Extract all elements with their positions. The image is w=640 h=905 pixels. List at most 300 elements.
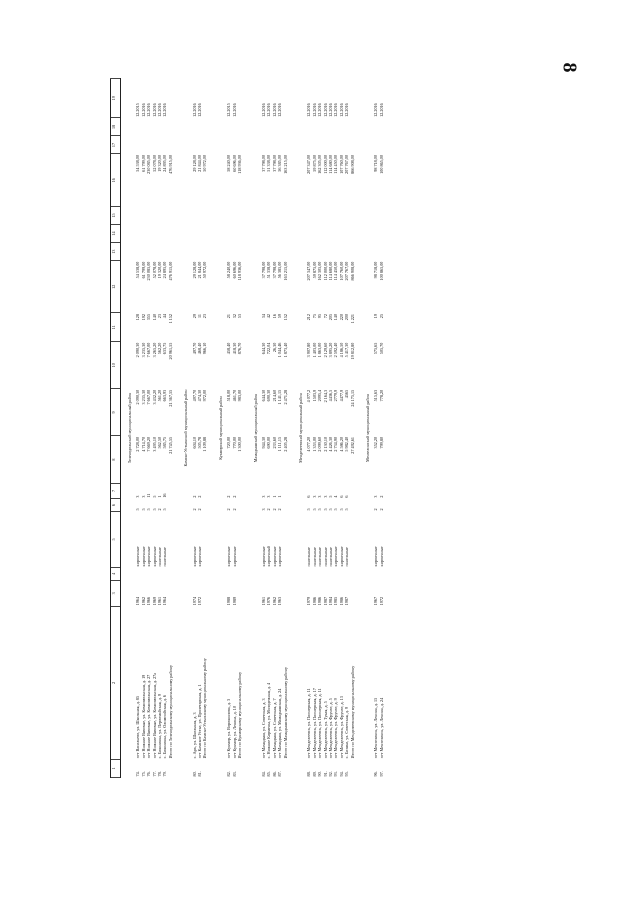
table-cell: 12.2016 [378, 103, 384, 117]
table-cell: 4 186,50 [338, 342, 344, 358]
table-cell: 2 [191, 508, 197, 511]
column-header-18: 18 [111, 118, 121, 136]
table-cell: 5 [151, 508, 157, 511]
table-cell: 12.2016 [344, 103, 350, 117]
table-cell: с. Бизяки, ул. Советская, д. 9 [344, 707, 350, 759]
section-total-row [237, 79, 246, 778]
table-cell: 2 [378, 508, 384, 511]
table-cell: 3 [135, 495, 141, 498]
table-cell: 983,00 [237, 389, 243, 402]
table-cell: 1974 [191, 596, 197, 606]
table-cell: 561,20 [157, 389, 163, 402]
table-cell [168, 567, 177, 580]
table-cell [168, 580, 177, 606]
table-cell: 2 [226, 508, 232, 511]
table-cell: 778,20 [378, 389, 384, 402]
table-cell: 604,10 [191, 436, 197, 449]
table-cell: 207 767,00 [344, 155, 350, 174]
table-cell: 92. [327, 771, 333, 777]
table-cell [350, 567, 359, 580]
table-cell [202, 567, 211, 580]
table-cell: 505,78 [197, 436, 203, 449]
table-cell [283, 79, 292, 118]
table-cell: 1987 [322, 596, 328, 606]
table-cell: 29 128,00 [191, 261, 197, 279]
table-cell: 12.2016 [317, 103, 323, 117]
table-cell: 97. [378, 771, 384, 777]
table-cell: 866 908,00 [349, 261, 355, 281]
table-cell: 876,70 [237, 342, 243, 355]
table-cell: кирпичные [151, 546, 157, 567]
table-cell: 2 592,40 [333, 342, 339, 358]
table-cell: панельные [162, 547, 168, 567]
table-cell: с. Бишнинка, ул. Олимпийская, д. 6 [162, 694, 168, 759]
table-cell: 458,40 [226, 342, 232, 355]
table-cell: 163 215,00 [282, 155, 288, 174]
table-cell: 19 320,00 [157, 261, 163, 279]
column-header-5: 5 [111, 511, 121, 567]
table-cell [350, 483, 359, 499]
table-cell [283, 567, 292, 580]
table-cell: кирпичные [271, 546, 277, 567]
table-cell: 54 538,00 [135, 261, 141, 279]
table-cell: 690,00 [266, 436, 272, 449]
table-cell: 12.2016 [197, 103, 203, 117]
table-cell [350, 79, 359, 118]
table-cell: 59 875,00 [311, 261, 317, 279]
table-cell: кирпичные [260, 546, 266, 567]
table-cell: 6 [306, 495, 312, 498]
table-cell [379, 206, 384, 224]
table-cell: 3 [140, 495, 146, 498]
table-cell: 2 [378, 495, 384, 498]
table-cell: 1961 [260, 596, 266, 606]
table-cell: 59 875,00 [311, 155, 317, 172]
table-cell [350, 118, 359, 136]
table-cell: 1963 [277, 596, 283, 606]
table-cell [237, 206, 246, 224]
table-cell: 720,00 [226, 436, 232, 449]
table-cell: 12.2015 [226, 103, 232, 117]
table-cell: 1964 [135, 596, 141, 606]
table-cell: 1503,9 [311, 389, 317, 402]
table-cell: 5 [162, 508, 168, 511]
table-cell: 114 450,00 [333, 155, 339, 174]
table-cell: 1989 [231, 596, 237, 606]
table-cell [202, 79, 211, 118]
table-cell: панельные [322, 547, 328, 567]
table-cell [168, 224, 177, 242]
table-cell [202, 224, 211, 242]
table-cell [168, 243, 177, 261]
table-cell: 3 [266, 495, 272, 498]
table-cell [379, 118, 384, 136]
table-cell: кирпичные [277, 546, 283, 567]
table-cell: 114 680,00 [327, 261, 333, 281]
table-cell: 21 367,55 [167, 389, 173, 407]
table-cell: 2 [191, 495, 197, 498]
table-cell: 497,70 [191, 389, 197, 402]
table-cell: пгт Мамадыш, ул. Мамадышская, д. 24 [277, 688, 283, 759]
table-cell: 32 [231, 314, 237, 319]
rotated-table-container [110, 78, 510, 778]
table-cell: панельные [306, 547, 312, 567]
table-cell: 1 863,00 [317, 342, 323, 358]
table-cell: 12.2016 [333, 103, 339, 117]
table-cell: кирпичные [373, 546, 379, 567]
table-cell [283, 243, 292, 261]
table-cell: Итого по Зеленодольскому муниципальному району [167, 665, 173, 759]
table-cell: 4565 [344, 389, 350, 399]
table-cell [168, 499, 177, 512]
section-total-row [350, 79, 359, 778]
table-cell: 3 [260, 508, 266, 511]
table-cell: 162 305,00 [317, 155, 323, 174]
table-cell: 3 895,20 [327, 342, 333, 358]
table-cell [350, 224, 359, 242]
table-cell: Итого по Кукморскому муниципальному району [237, 671, 243, 759]
table-cell: 3 907,80 [306, 342, 312, 358]
table-cell: пгт Менделеевск, ул. Пионерская, д. 11 [317, 688, 323, 759]
table-cell: 107 760,00 [338, 261, 344, 281]
table-cell: 1964 [162, 596, 168, 606]
table-cell: 474,30 [197, 389, 203, 402]
table-cell [202, 118, 211, 136]
table-cell [350, 759, 359, 777]
table-cell: 94. [338, 771, 344, 777]
table-cell: пгт Кукмор, ул. Ленина, д. 10 [231, 706, 237, 759]
table-cell [283, 511, 292, 567]
table-cell: 37 798,00 [271, 155, 277, 172]
section-title: Зеленодольский муниципальный район [127, 392, 132, 464]
table-cell [350, 206, 359, 224]
table-cell: 207 347,00 [306, 155, 312, 174]
table-cell: 29 [191, 314, 197, 319]
table-cell: кирпичные [378, 546, 384, 567]
section-total-row [202, 79, 211, 778]
table-cell: 1972 [197, 596, 203, 606]
table-cell: 7 667,00 [146, 389, 152, 405]
table-cell: 90. [317, 771, 323, 777]
table-cell: 75. [140, 771, 146, 777]
table-cell: 1979 [306, 596, 312, 606]
table-cell: с. Арх, ул. Школьная, д. 3 [191, 712, 197, 759]
table-cell [237, 79, 246, 118]
table-cell: 89. [311, 771, 317, 777]
table-cell: 5 [338, 508, 344, 511]
table-cell: пгт Кукмор, ул. Ворошилова, д. 3 [226, 698, 232, 759]
table-cell: 663,93 [162, 389, 168, 402]
table-cell: 56 385,00 [277, 261, 283, 279]
table-cell: 21 745,55 [167, 436, 173, 454]
table-cell: пгт Васильево, ул. Школьная, д. 85 [135, 696, 141, 759]
table-cell: Итого по Камско-Устьинскому муниципальному району [202, 658, 208, 759]
table-cell: 12.2016 [266, 103, 272, 117]
table-cell: пгт Мамадыш, ул. Советская, д. 3 [260, 698, 266, 759]
table-cell: 2779,9 [333, 389, 339, 402]
table-cell: 770,00 [231, 436, 237, 449]
table-cell: Итого по Мамадышскому муниципальному району [282, 667, 288, 759]
table-cell: 5 [146, 508, 152, 511]
table-cell [168, 118, 177, 136]
table-cell: 58 240,00 [226, 155, 232, 172]
table-cell: 112 000,00 [322, 261, 328, 281]
table-cell: 118 936,00 [237, 155, 243, 174]
table-cell: 3 265,20 [151, 342, 157, 358]
table-cell: пгт Менделеевск, ул. Фрунзе, д. 13 [338, 696, 344, 759]
table-cell: 12.2016 [373, 103, 379, 117]
housing-registry-table [110, 78, 384, 778]
table-cell: Итого по Менделеевскому муниципальному району [349, 665, 355, 759]
table-cell: 24 895,00 [162, 261, 168, 279]
table-cell: 114 680,00 [327, 155, 333, 174]
table-cell: 1984 [327, 596, 333, 606]
table-cell: 4 [333, 495, 339, 498]
table-cell: 87. [277, 771, 283, 777]
table-cell: 476 915,00 [167, 261, 173, 281]
table-cell: 1 873,40 [282, 342, 288, 358]
table-cell: 12.2016 [311, 103, 317, 117]
table-cell: 5 [327, 495, 333, 498]
table-cell: 562,50 [157, 436, 163, 449]
table-cell [202, 759, 211, 777]
table-cell: 220 [338, 314, 344, 321]
table-cell: 91. [322, 771, 328, 777]
table-cell: 118 936,00 [237, 261, 243, 281]
table-cell: 1962 [271, 596, 277, 606]
table-cell: 4436,5 [327, 389, 333, 402]
table-cell: 2 [266, 508, 272, 511]
table-cell: 3 [317, 495, 323, 498]
table-cell: 1986 [317, 596, 323, 606]
section-header-row [292, 79, 306, 778]
table-cell: 50 972,00 [202, 155, 208, 172]
table-cell: 12.2016 [306, 103, 312, 117]
section-header-row [212, 79, 226, 778]
table-cell: панельные [157, 547, 163, 567]
table-cell: 21 844,00 [197, 155, 203, 172]
table-cell [350, 136, 359, 154]
table-cell: 84. [260, 771, 266, 777]
table-cell: 6 [338, 495, 344, 498]
table-cell [237, 483, 246, 499]
table-cell: 212 [306, 314, 312, 321]
table-cell: 4 714,70 [140, 436, 146, 452]
table-cell: 79. [162, 771, 168, 777]
table-cell: 2 [373, 508, 379, 511]
table-cell: 1 111,15 [277, 436, 283, 452]
table-cell: 1967 [373, 596, 379, 606]
table-cell: 96. [373, 771, 379, 777]
table-cell: 23 [202, 314, 208, 319]
section-header-row [121, 79, 136, 778]
section-title: Мамадышский муниципальный район [252, 393, 258, 463]
table-cell: 2 130,10 [322, 436, 328, 452]
table-cell: 12.2016 [162, 103, 168, 117]
table-cell: 644,30 [260, 389, 266, 402]
table-cell: 12.2016 [260, 103, 266, 117]
table-cell [237, 511, 246, 567]
table-cell: 2095,4 [317, 389, 323, 402]
table-cell: 98 718,00 [373, 155, 379, 172]
table-cell: 3 [322, 495, 328, 498]
column-header-10: 10 [111, 342, 121, 389]
table-cell: 2 734,90 [333, 436, 339, 452]
table-cell: пгт Менделеевск, ул. Фрунзе, д. 9 [333, 698, 339, 759]
table-cell: 162 305,00 [317, 261, 323, 281]
table-cell: 12.2016 [157, 103, 163, 117]
table-cell: 4 077,2 [306, 389, 312, 403]
table-cell: 19 812,80 [349, 342, 355, 360]
table-cell: 2 [197, 508, 203, 511]
table-cell: 61 799,00 [140, 261, 146, 279]
column-header-15: 15 [111, 206, 121, 224]
column-header-17: 17 [111, 136, 121, 154]
table-cell: 644,30 [260, 342, 266, 355]
table-cell: 29 128,00 [191, 155, 197, 172]
table-cell [283, 499, 292, 512]
table-cell: 2 129,60 [322, 342, 328, 358]
table-cell: 1985 [333, 596, 339, 606]
section-total-row [283, 79, 292, 778]
table-cell: 1 109,88 [202, 436, 208, 452]
table-cell: пгт Мамадыш, ул. Советская, д. 7 [271, 698, 277, 759]
table-cell: пгт Мензелинск, ул. Ленина, д. 24 [378, 697, 384, 759]
table-cell: 12.2016 [271, 103, 277, 117]
column-header-11: 11 [111, 313, 121, 342]
table-cell [237, 759, 246, 777]
table-cell: 352,20 [373, 436, 379, 449]
table-cell: 5 [140, 508, 146, 511]
table-cell [350, 243, 359, 261]
table-cell [379, 136, 384, 154]
table-cell: 1 403,00 [311, 342, 317, 358]
table-cell [168, 136, 177, 154]
table-cell: 163 215,00 [282, 261, 288, 281]
table-body [121, 79, 385, 778]
table-cell [283, 224, 292, 242]
table-cell [283, 136, 292, 154]
table-cell: 722,04 [266, 342, 272, 355]
table-cell: 207 767,00 [344, 261, 350, 281]
table-cell: 19 320,00 [157, 155, 163, 172]
table-cell: 37 798,00 [271, 261, 277, 279]
table-cell: 5 [311, 508, 317, 511]
column-header-4: 4 [111, 567, 121, 580]
table-cell: 1 141,15 [277, 389, 283, 405]
table-cell: 100 865,00 [378, 261, 384, 281]
table-cell: 233,60 [271, 436, 277, 449]
table-cell: 95. [344, 771, 350, 777]
table-cell: 1962 [140, 596, 146, 606]
table-cell: 3 235,30 [140, 389, 146, 405]
table-cell: 82. [226, 771, 232, 777]
table-cell: 37 798,00 [260, 261, 266, 279]
table-cell: пгт Менделеевск, ул. Пионерская, д. 11 [306, 688, 312, 759]
table-cell [237, 118, 246, 136]
table-cell [237, 567, 246, 580]
table-cell: 83. [231, 771, 237, 777]
section-title: Камско-Устьинский муниципальный район [183, 389, 189, 467]
table-cell: 5 [306, 508, 312, 511]
section-total-row [168, 79, 177, 778]
table-cell: 53 [237, 314, 243, 319]
table-cell: 2 471,28 [282, 389, 288, 405]
table-cell [202, 483, 211, 499]
table-cell: пгт Камское Устье, ул. Пролетарская, д. 1 [197, 684, 203, 759]
table-cell [350, 499, 359, 512]
table-cell: 61 799,00 [140, 155, 146, 172]
table-cell: 12.2016 [338, 103, 344, 117]
table-cell [237, 136, 246, 154]
table-cell: 461,70 [231, 389, 237, 402]
table-cell: 3 495,10 [151, 436, 157, 452]
table-cell: пгт Мензелинск, ул. Ленина, д. 15 [373, 697, 379, 759]
table-cell: 633,75 [162, 342, 168, 355]
table-cell: 192 [140, 314, 146, 321]
table-cell: 1 300,00 [237, 436, 243, 452]
table-cell: 140 [333, 314, 339, 321]
table-cell: 81. [197, 771, 203, 777]
table-cell [202, 511, 211, 567]
column-header-13: 13 [111, 243, 121, 261]
table-cell: кирпичные [140, 546, 146, 567]
table-cell [168, 206, 177, 224]
table-cell: панельные [317, 547, 323, 567]
table-cell: 74. [135, 771, 141, 777]
table-cell: 966,10 [202, 342, 208, 355]
table-cell: 44 [162, 314, 168, 319]
table-cell: 690,30 [266, 389, 272, 402]
table-cell: 5 [317, 508, 323, 511]
table-cell: 866 908,00 [349, 155, 355, 174]
table-cell: 52 078,00 [151, 261, 157, 279]
table-cell: 2 728,00 [135, 436, 141, 452]
table-cell [283, 580, 292, 606]
section-header-row [359, 79, 373, 778]
table-cell: 575,65 [373, 342, 379, 355]
table-cell: пгт Нижние Вязовые, ул. Комсомольская, д. 27а [151, 672, 157, 759]
table-cell: 5 [344, 508, 350, 511]
table-cell: кирпичные [135, 546, 141, 567]
table-cell: кирпичный [266, 546, 272, 567]
table-cell: 2 405,28 [282, 436, 288, 452]
table-cell: 4 426,30 [327, 436, 333, 452]
table-cell: 2 [157, 508, 163, 511]
table-cell: 12.2016 [277, 103, 283, 117]
table-cell: 1972 [378, 596, 384, 606]
table-cell: 6 [344, 495, 350, 498]
table-cell: 1 [277, 495, 283, 498]
table-cell: 12.2016 [151, 103, 157, 117]
table-cell: 86. [271, 771, 277, 777]
table-cell: 515,63 [373, 389, 379, 402]
table-cell: пгт Менделеевск, ул. Пионерская, д. 17 [311, 688, 317, 759]
table-cell: 20 961,55 [167, 342, 173, 360]
table-cell: 214,60 [271, 389, 277, 402]
section-header-row [177, 79, 191, 778]
table-cell: 107 760,00 [338, 155, 344, 174]
table-cell: 2 [231, 495, 237, 498]
table-cell: 200 [344, 314, 350, 321]
table-cell: 60 696,00 [231, 261, 237, 279]
table-cell: с. Нижние Кирмены, ул. Молодежная, д. 4 [266, 682, 272, 759]
table-cell: 562,20 [157, 342, 163, 355]
table-cell [168, 483, 177, 499]
table-cell [283, 759, 292, 777]
section-title: Мензелинский муниципальный район [365, 394, 370, 462]
table-cell: 12.2016 [327, 103, 333, 117]
